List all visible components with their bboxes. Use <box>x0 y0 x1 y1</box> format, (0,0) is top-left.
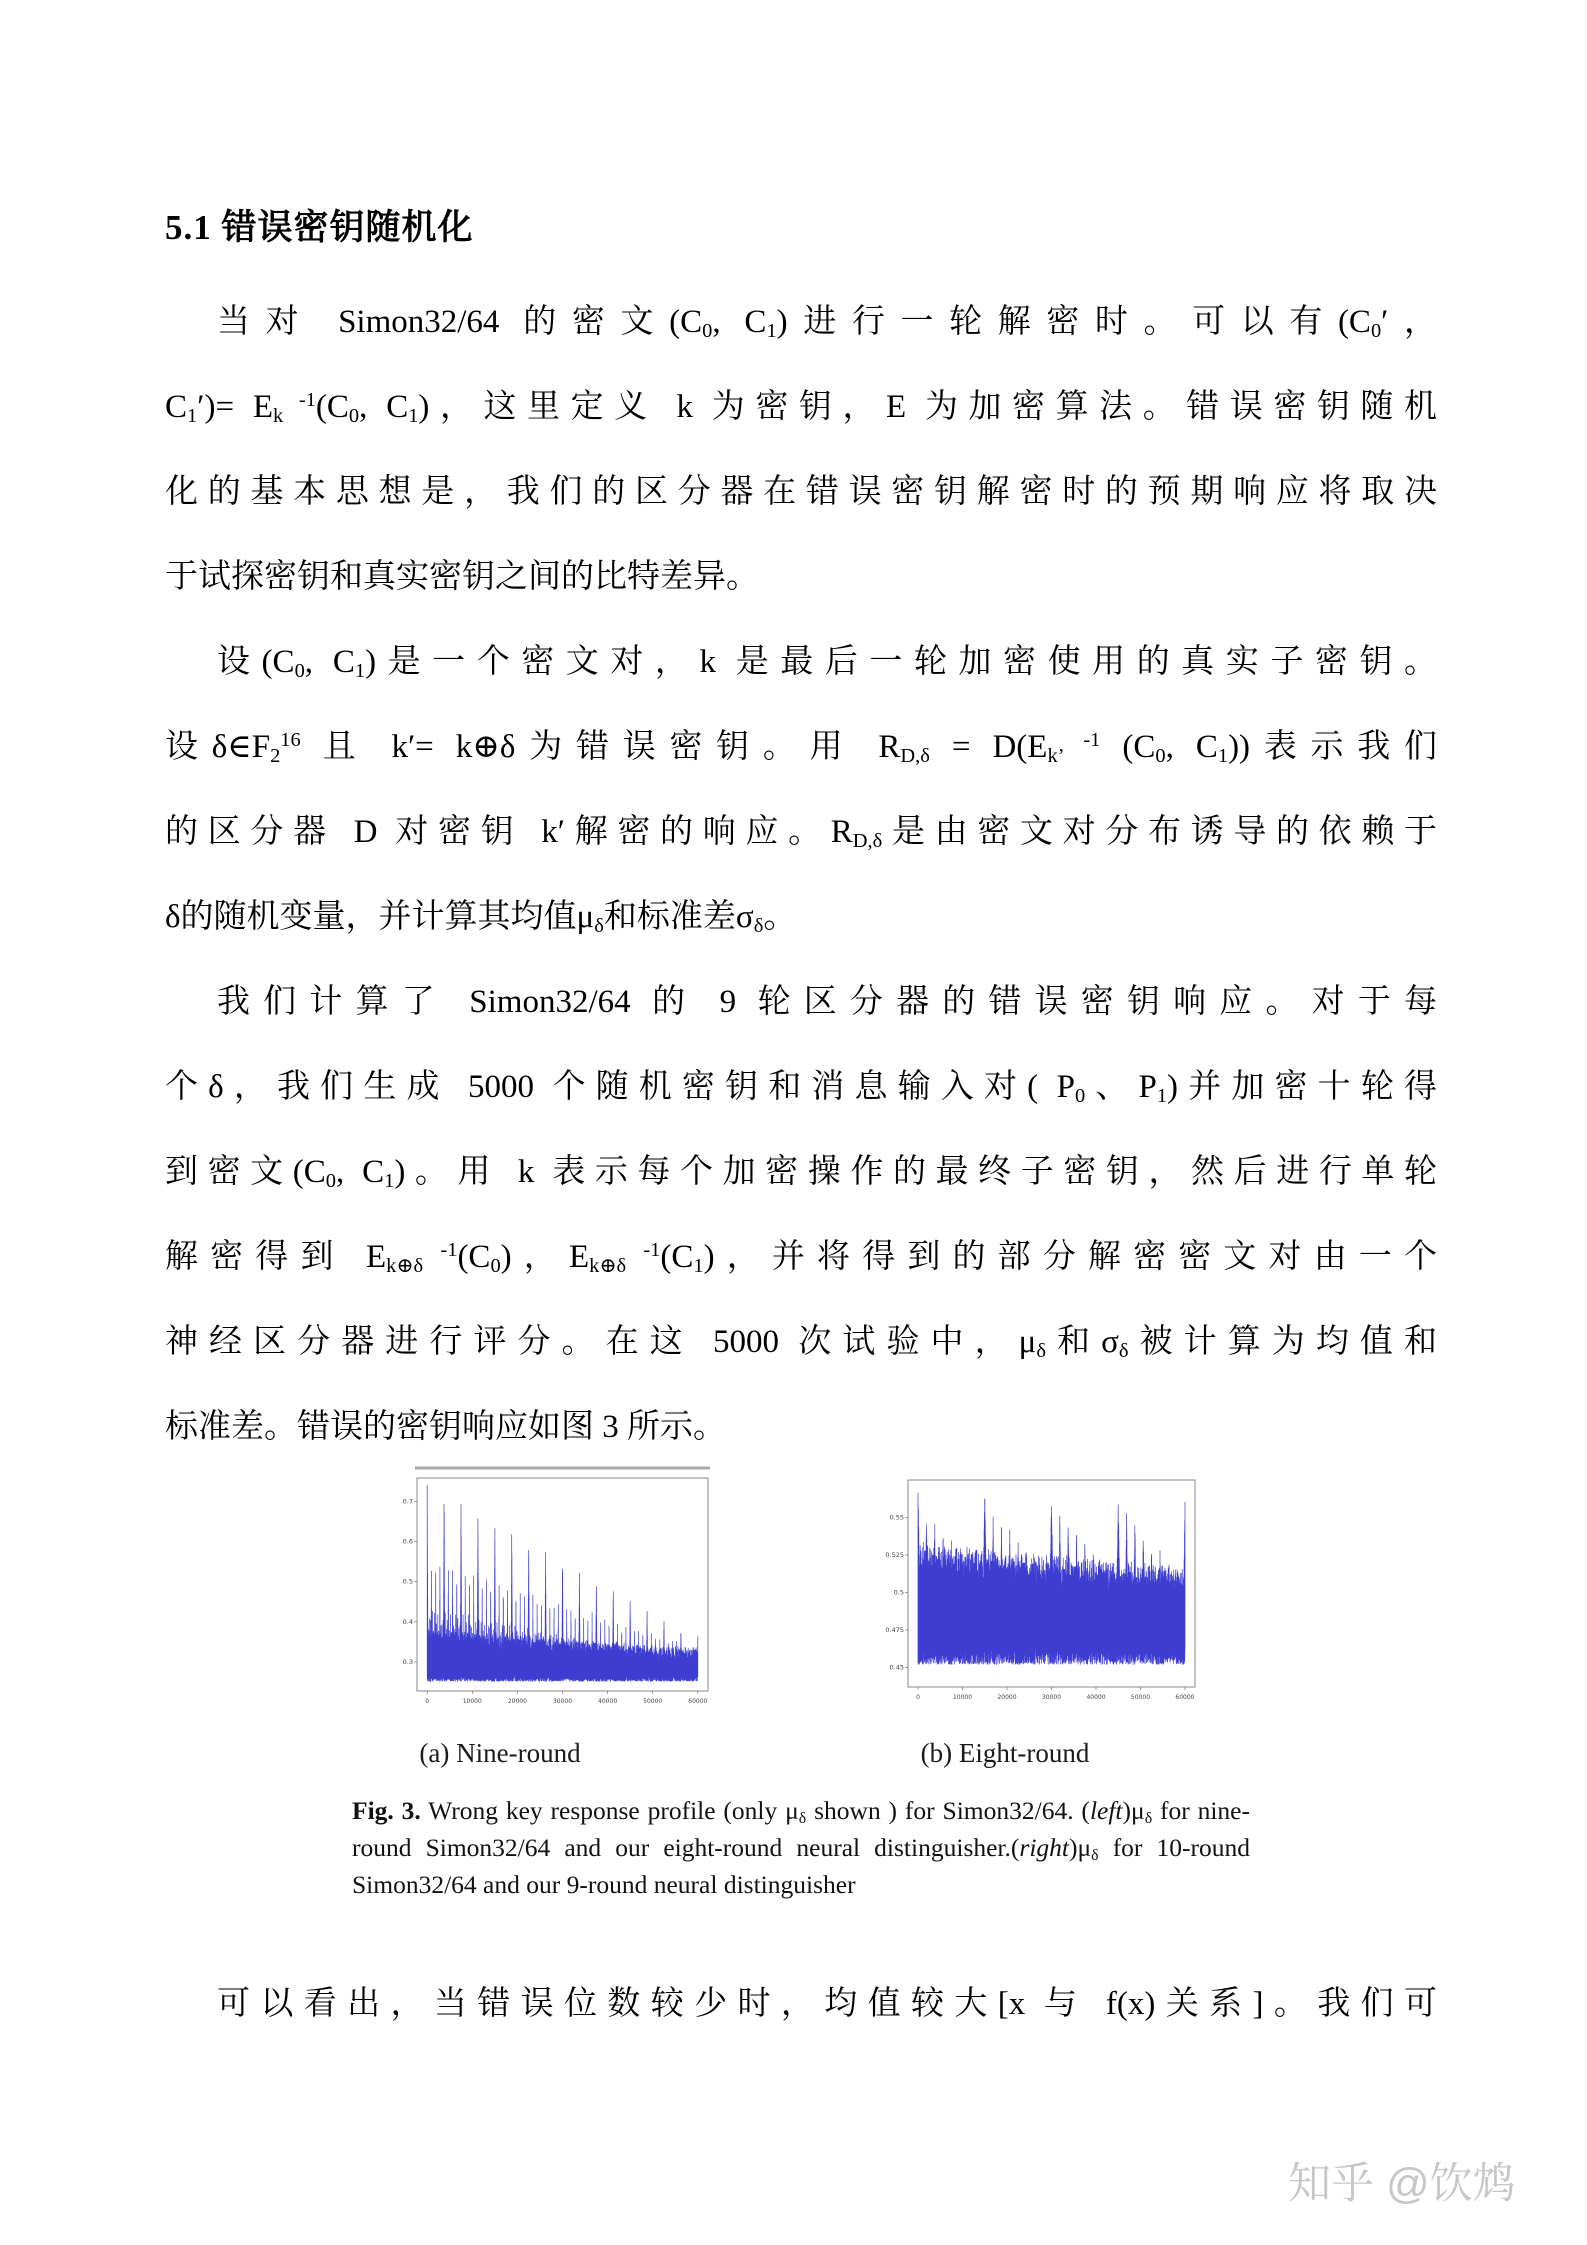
text-line: 设($C_0$, $C_1$)是一个密文对，k 是最后一轮加密使用的真实子密钥。 <box>217 644 1437 683</box>
text-line: 的区分器 D 对密钥 k′解密的响应。$R_{D,\delta}$是由密文对分布诱导的依赖于 <box>165 814 1438 853</box>
svg-text:0.5: 0.5 <box>402 1577 413 1586</box>
text-line: 当对 Simon32/64 的密文($C_0$, $C_1$)进行一轮解密时。可以有($C_0'$， <box>217 304 1437 343</box>
text-line: 于试探密钥和真实密钥之间的比特差异。 <box>165 559 759 595</box>
svg-text:40000: 40000 <box>1086 1694 1106 1701</box>
svg-text:20000: 20000 <box>507 1698 527 1705</box>
svg-text:10000: 10000 <box>952 1694 973 1701</box>
svg-text:10000: 10000 <box>462 1698 482 1705</box>
svg-text:0: 0 <box>425 1698 430 1705</box>
svg-text:50000: 50000 <box>643 1698 663 1705</box>
svg-text:20000: 20000 <box>997 1694 1017 1701</box>
text-line: 化的基本思想是，我们的区分器在错误密钥解密时的预期响应将取决 <box>165 474 1437 510</box>
eight-round-chart <box>881 1468 1201 1708</box>
svg-text:0: 0 <box>916 1694 920 1701</box>
body-text <box>165 280 1437 1470</box>
svg-text:0.3: 0.3 <box>402 1658 413 1667</box>
figure-caption-label: Fig. 3. <box>352 1796 421 1825</box>
text-line: 设$\delta\in F_2^{16}$ 且 k′= k⊕δ为错误密钥。用 $R_{D,\delta} = D(E_{k’}$ $^{-1}$ ($C_0$, $C_1$))表示我们 <box>165 728 1437 768</box>
svg-text:0.7: 0.7 <box>402 1497 413 1506</box>
plot-nine-round <box>390 1466 714 1712</box>
text-line: $C_1')= E_k$ $^{-1}(C_0$, $C_1$)，这里定义 k 为密钥，E 为加密算法。错误密钥随机 <box>165 388 1437 428</box>
subcaption-b: (b) Eight-round <box>920 1738 1090 1768</box>
figure-caption <box>352 1792 1250 1903</box>
text-line: 个δ，我们生成 5000 个随机密钥和消息输入对( $P_0$、$P_1$)并加密十轮得 <box>165 1069 1437 1108</box>
svg-text:0.55: 0.55 <box>889 1513 904 1522</box>
text-line: 标准差。错误的密钥响应如图 3 所示。 <box>165 1409 726 1445</box>
svg-text:0.6: 0.6 <box>402 1537 413 1546</box>
text-line: 可以看出，当错误位数较少时，均值较大[x 与 f(x)关系]。我们可 <box>217 1986 1437 2022</box>
watermark: 知乎 @饮鸩 <box>1288 2160 1516 2208</box>
figure-caption-text: Wrong key response profile (only $\mu_\delta$ shown ) for Simon32/64. $(left)\mu_\delta$ for nine-round Simon32/64 and our eight-round neural $distinguisher.(right)\mu_\delta$ for 10-round Simon32/64 and our 9-round neural distinguisher <box>352 1796 1250 1899</box>
svg-text:0.45: 0.45 <box>889 1663 904 1672</box>
svg-text:60000: 60000 <box>1175 1694 1195 1701</box>
last-paragraph <box>165 1962 1437 2047</box>
svg-text:0.475: 0.475 <box>885 1626 904 1634</box>
svg-text:30000: 30000 <box>552 1698 573 1705</box>
text-line: δ的随机变量，并计算其均值$\mu_\delta$和标准差$\sigma_\delta$。 <box>165 899 797 938</box>
svg-text:50000: 50000 <box>1130 1694 1151 1701</box>
text-line: 到密文($C_0$, $C_1$)。用 k 表示每个加密操作的最终子密钥，然后进行单轮 <box>165 1154 1437 1193</box>
nine-round-chart <box>390 1466 714 1712</box>
text-line: 我们计算了 Simon32/64 的 9 轮区分器的错误密钥响应。对于每 <box>217 984 1437 1020</box>
svg-text:0.4: 0.4 <box>402 1617 413 1626</box>
subcaption-a: (a) Nine-round <box>419 1738 581 1768</box>
text-line: 解密得到 $E_{k\oplus\delta}$ $^{-1}(C_0)$，$E_{k\oplus\delta}$ $^{-1}(C_1)$，并将得到的部分解密密文对由一个 <box>165 1238 1437 1278</box>
svg-text:60000: 60000 <box>688 1698 708 1705</box>
svg-text:30000: 30000 <box>1041 1694 1062 1701</box>
figure-3 <box>0 1460 1587 1930</box>
svg-text:0.525: 0.525 <box>885 1551 904 1559</box>
section-heading: 5.1 错误密钥随机化 <box>165 208 474 247</box>
svg-text:40000: 40000 <box>598 1698 618 1705</box>
plot-eight-round <box>881 1468 1201 1708</box>
text-line: 神经区分器进行评分。在这 5000 次试验中，$\mu_\delta$和$\sigma_\delta$被计算为均值和 <box>165 1324 1437 1363</box>
svg-text:0.5: 0.5 <box>893 1588 904 1597</box>
